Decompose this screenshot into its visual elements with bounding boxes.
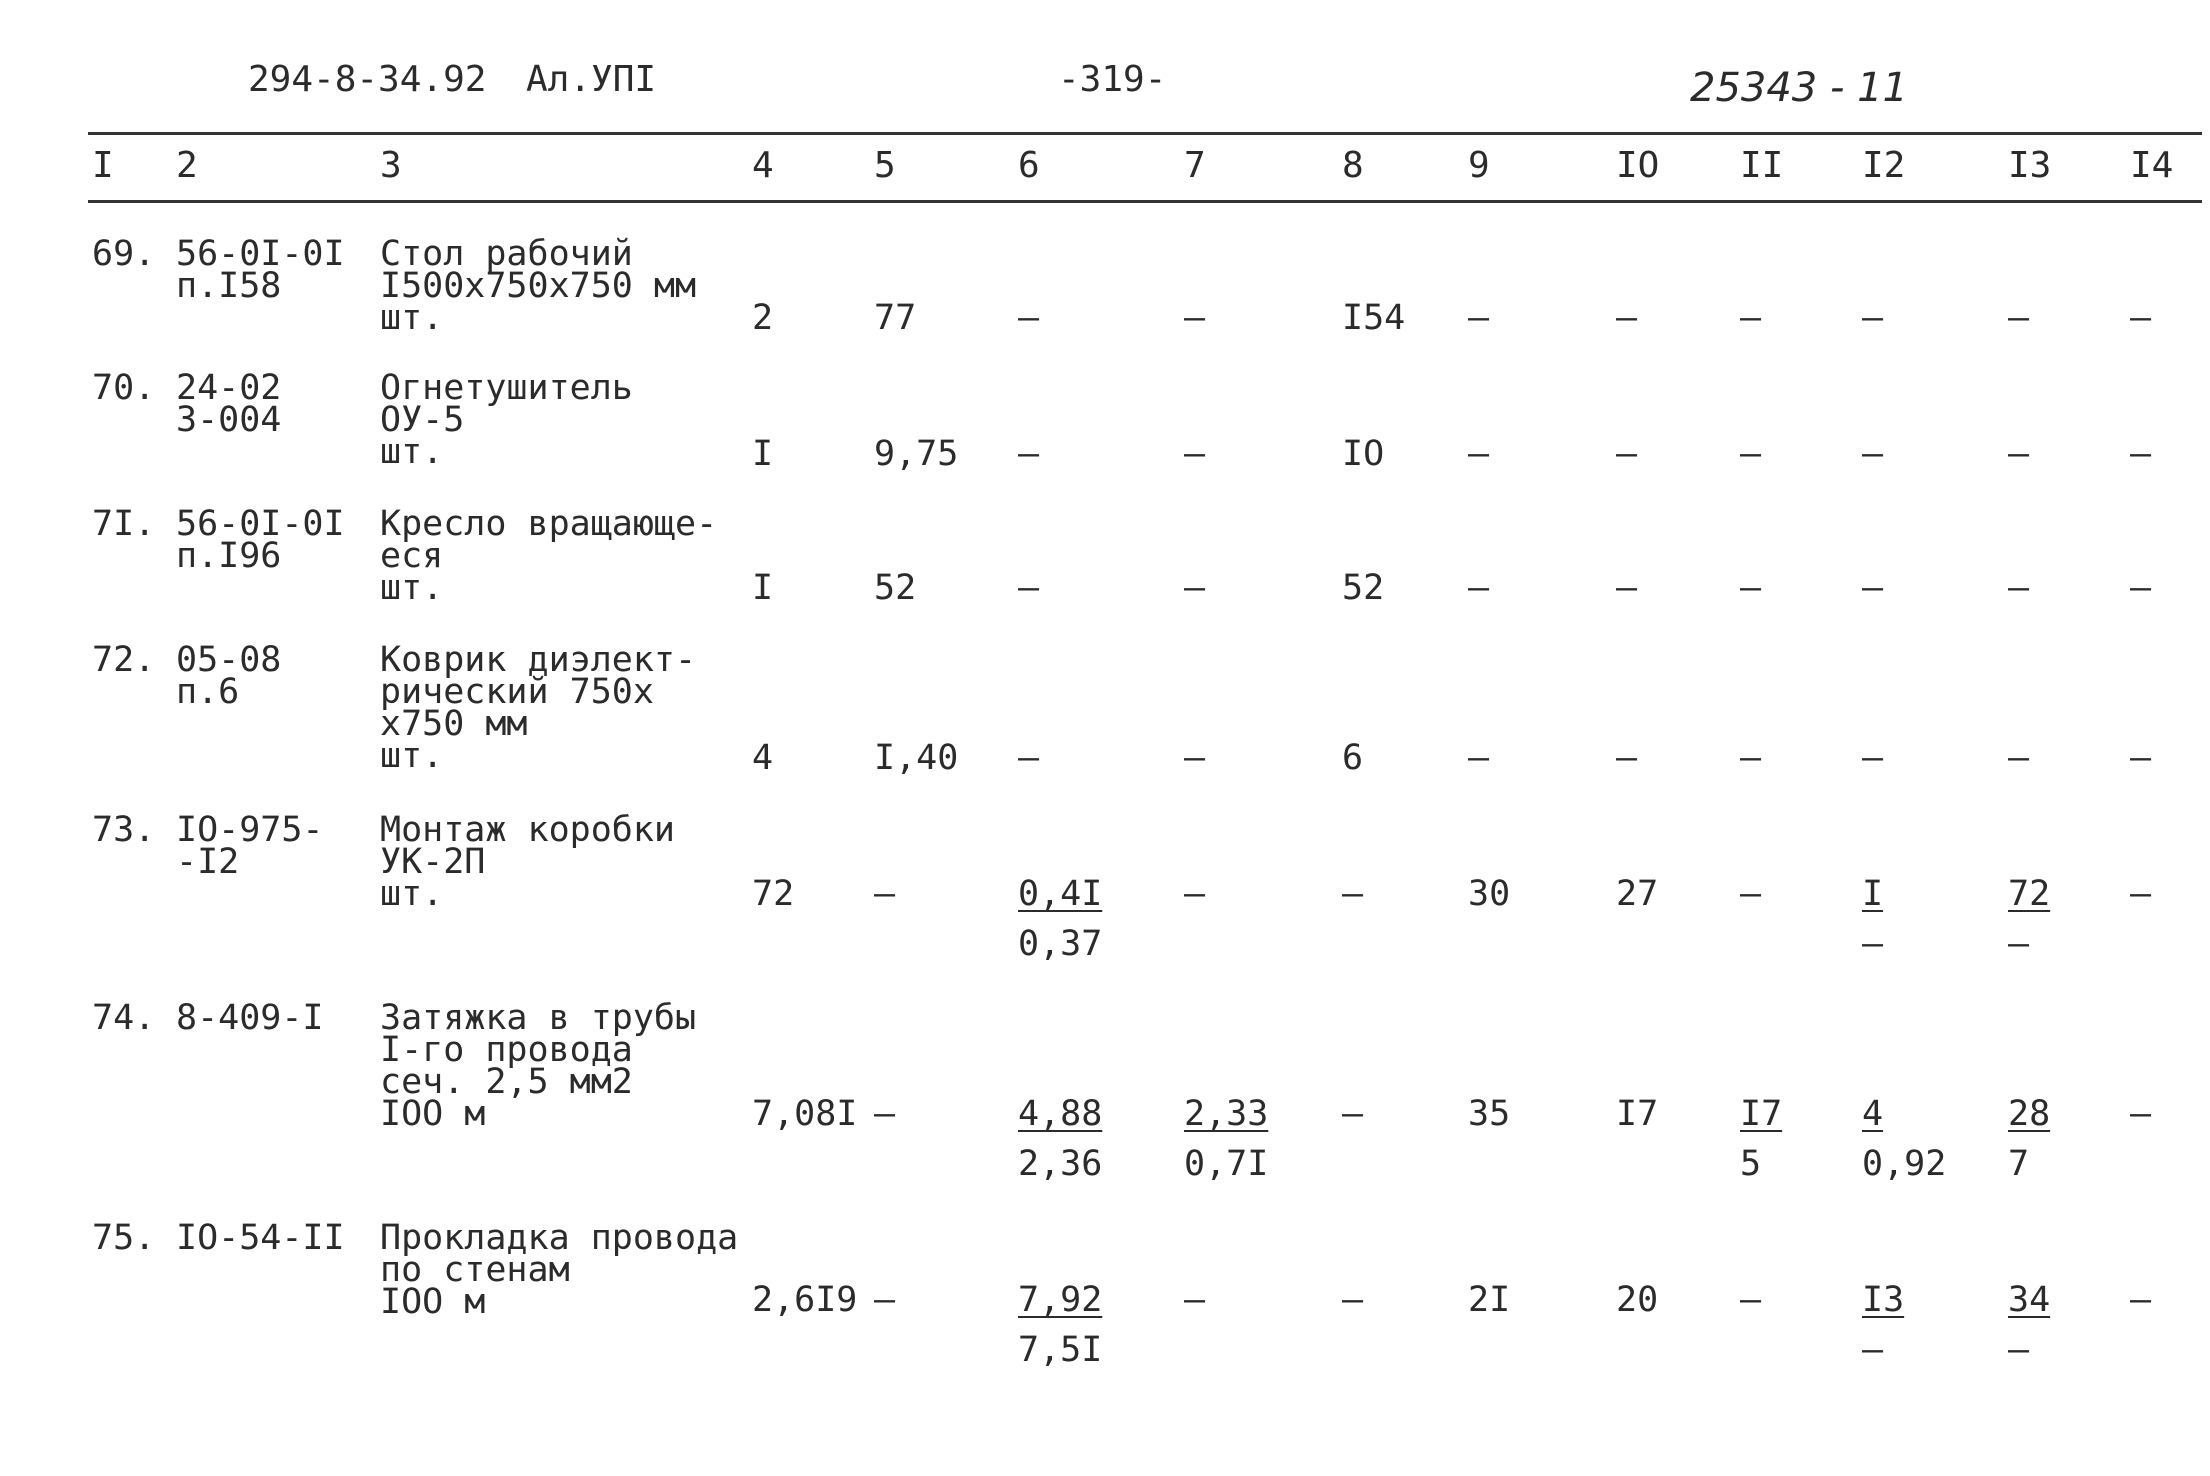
cell-col12-bottom: – <box>1862 1330 1884 1370</box>
cell-unit-price: – <box>874 1280 896 1320</box>
cell-col9: 2I <box>1468 1280 1511 1320</box>
cell-col7: – <box>1184 738 1206 778</box>
row-code: 56-0I-0I п.I96 <box>176 504 345 576</box>
row-description: Огнетушитель ОУ-5 шт. <box>380 368 633 472</box>
cell-col8: – <box>1342 1280 1364 1320</box>
cell-col6: – <box>1018 738 1040 778</box>
cell-unit-price: 52 <box>874 568 917 608</box>
page-number: -319- <box>1058 59 1167 100</box>
column-number-6: 6 <box>1018 145 1040 186</box>
cell-col7: – <box>1184 1280 1206 1320</box>
cell-col7: – <box>1184 434 1206 474</box>
cell-col6-bottom: 7,5I <box>1018 1330 1103 1370</box>
cell-quantity: 2 <box>752 298 774 338</box>
cell-col7: – <box>1184 298 1206 338</box>
cell-col10: – <box>1616 568 1638 608</box>
cell-col12-top: I3 <box>1862 1280 1905 1320</box>
column-number-5: 5 <box>874 145 896 186</box>
cell-col10: – <box>1616 434 1638 474</box>
cell-col12: – <box>1862 298 1884 338</box>
column-number-3: 3 <box>380 145 402 186</box>
header-bottom-rule <box>88 200 2202 203</box>
cell-col14: – <box>2130 1280 2152 1320</box>
cell-col12-top: I <box>1862 874 1884 914</box>
cell-col13: – <box>2008 568 2030 608</box>
cell-col13: – <box>2008 298 2030 338</box>
cell-col6: – <box>1018 298 1040 338</box>
cell-col10: I7 <box>1616 1094 1659 1134</box>
column-number-2: 2 <box>176 145 198 186</box>
cell-col6-top: 7,92 <box>1018 1280 1103 1320</box>
album-label: Ал.УПI <box>526 59 657 100</box>
cell-col12-top: 4 <box>1862 1094 1884 1134</box>
cell-col11: – <box>1740 874 1762 914</box>
cell-col13: – <box>2008 738 2030 778</box>
cell-quantity: 7,08I <box>752 1094 858 1134</box>
cell-col13-top: 28 <box>2008 1094 2051 1134</box>
column-number-1: I <box>92 145 114 186</box>
inventory-number: 25343 - 11 <box>1690 65 1909 111</box>
column-number-11: II <box>1740 145 1784 186</box>
cell-quantity: I <box>752 434 774 474</box>
cell-col12: – <box>1862 434 1884 474</box>
cell-col11: – <box>1740 1280 1762 1320</box>
cell-col6: – <box>1018 434 1040 474</box>
row-code: IO-54-II <box>176 1218 345 1258</box>
cell-col8: – <box>1342 1094 1364 1134</box>
cell-col12: – <box>1862 738 1884 778</box>
cell-col9: – <box>1468 298 1490 338</box>
cell-col6: – <box>1018 568 1040 608</box>
cell-col13-top: 34 <box>2008 1280 2051 1320</box>
cell-col11: – <box>1740 298 1762 338</box>
row-number: 69. <box>92 234 156 274</box>
cell-unit-price: 9,75 <box>874 434 959 474</box>
cell-col12: – <box>1862 568 1884 608</box>
row-description: Затяжка в трубы I-го провода сеч. 2,5 мм2 IOO м <box>380 998 697 1134</box>
cell-quantity: 72 <box>752 874 795 914</box>
column-number-10: IO <box>1616 145 1660 186</box>
cell-col13-bottom: – <box>2008 924 2030 964</box>
cell-col14: – <box>2130 874 2152 914</box>
cell-col10: – <box>1616 298 1638 338</box>
cell-col12-bottom: 0,92 <box>1862 1144 1947 1184</box>
cell-col14: – <box>2130 434 2152 474</box>
row-code: 24-02 3-004 <box>176 368 282 440</box>
row-number: 7I. <box>92 504 156 544</box>
header-top-rule <box>88 132 2202 135</box>
cell-col13-top: 72 <box>2008 874 2051 914</box>
cell-col6-bottom: 0,37 <box>1018 924 1103 964</box>
row-code: 8-409-I <box>176 998 324 1038</box>
cell-col8: 52 <box>1342 568 1385 608</box>
cell-col8: IO <box>1342 434 1385 474</box>
cell-col8: – <box>1342 874 1364 914</box>
cell-col7-top: 2,33 <box>1184 1094 1269 1134</box>
column-number-7: 7 <box>1184 145 1206 186</box>
cell-col10: – <box>1616 738 1638 778</box>
column-number-13: I3 <box>2008 145 2052 186</box>
row-code: 56-0I-0I п.I58 <box>176 234 345 306</box>
cell-col13-bottom: 7 <box>2008 1144 2030 1184</box>
row-description: Монтаж коробки УК-2П шт. <box>380 810 676 914</box>
cell-col6-top: 0,4I <box>1018 874 1103 914</box>
cell-quantity: I <box>752 568 774 608</box>
row-code: IO-975- -I2 <box>176 810 324 882</box>
cell-col9: – <box>1468 568 1490 608</box>
column-number-14: I4 <box>2130 145 2174 186</box>
cell-col9: – <box>1468 738 1490 778</box>
cell-unit-price: 77 <box>874 298 917 338</box>
cell-quantity: 4 <box>752 738 774 778</box>
cell-col8: 6 <box>1342 738 1364 778</box>
cell-col12-bottom: – <box>1862 924 1884 964</box>
column-number-12: I2 <box>1862 145 1906 186</box>
cell-col7: – <box>1184 874 1206 914</box>
cell-col11-top: I7 <box>1740 1094 1783 1134</box>
column-number-4: 4 <box>752 145 774 186</box>
cell-col10: 27 <box>1616 874 1659 914</box>
cell-col6-top: 4,88 <box>1018 1094 1103 1134</box>
cell-unit-price: – <box>874 874 896 914</box>
document-code: 294-8-34.92 <box>248 59 487 100</box>
cell-col6-bottom: 2,36 <box>1018 1144 1103 1184</box>
column-number-8: 8 <box>1342 145 1364 186</box>
cell-col11: – <box>1740 434 1762 474</box>
cell-col9: – <box>1468 434 1490 474</box>
cell-col7-bottom: 0,7I <box>1184 1144 1269 1184</box>
cell-col11-bottom: 5 <box>1740 1144 1762 1184</box>
cell-col14: – <box>2130 738 2152 778</box>
cell-unit-price: I,40 <box>874 738 959 778</box>
cell-col9: 30 <box>1468 874 1511 914</box>
row-description: Прокладка провода по стенам IOO м <box>380 1218 739 1322</box>
column-number-9: 9 <box>1468 145 1490 186</box>
row-number: 73. <box>92 810 156 850</box>
cell-quantity: 2,6I9 <box>752 1280 858 1320</box>
row-code: 05-08 п.6 <box>176 640 282 712</box>
row-number: 75. <box>92 1218 156 1258</box>
cell-col8: I54 <box>1342 298 1406 338</box>
row-description: Кресло вращающе- еся шт. <box>380 504 718 608</box>
row-description: Коврик диэлект- рический 750x x750 мм шт. <box>380 640 697 776</box>
cell-col11: – <box>1740 738 1762 778</box>
cell-unit-price: – <box>874 1094 896 1134</box>
cell-col14: – <box>2130 298 2152 338</box>
row-number: 72. <box>92 640 156 680</box>
cell-col9: 35 <box>1468 1094 1511 1134</box>
cell-col11: – <box>1740 568 1762 608</box>
cell-col13-bottom: – <box>2008 1330 2030 1370</box>
cell-col7: – <box>1184 568 1206 608</box>
cell-col14: – <box>2130 568 2152 608</box>
row-number: 70. <box>92 368 156 408</box>
row-number: 74. <box>92 998 156 1038</box>
row-description: Стол рабочий I500x750x750 мм шт. <box>380 234 697 338</box>
cell-col13: – <box>2008 434 2030 474</box>
cell-col14: – <box>2130 1094 2152 1134</box>
cell-col10: 20 <box>1616 1280 1659 1320</box>
